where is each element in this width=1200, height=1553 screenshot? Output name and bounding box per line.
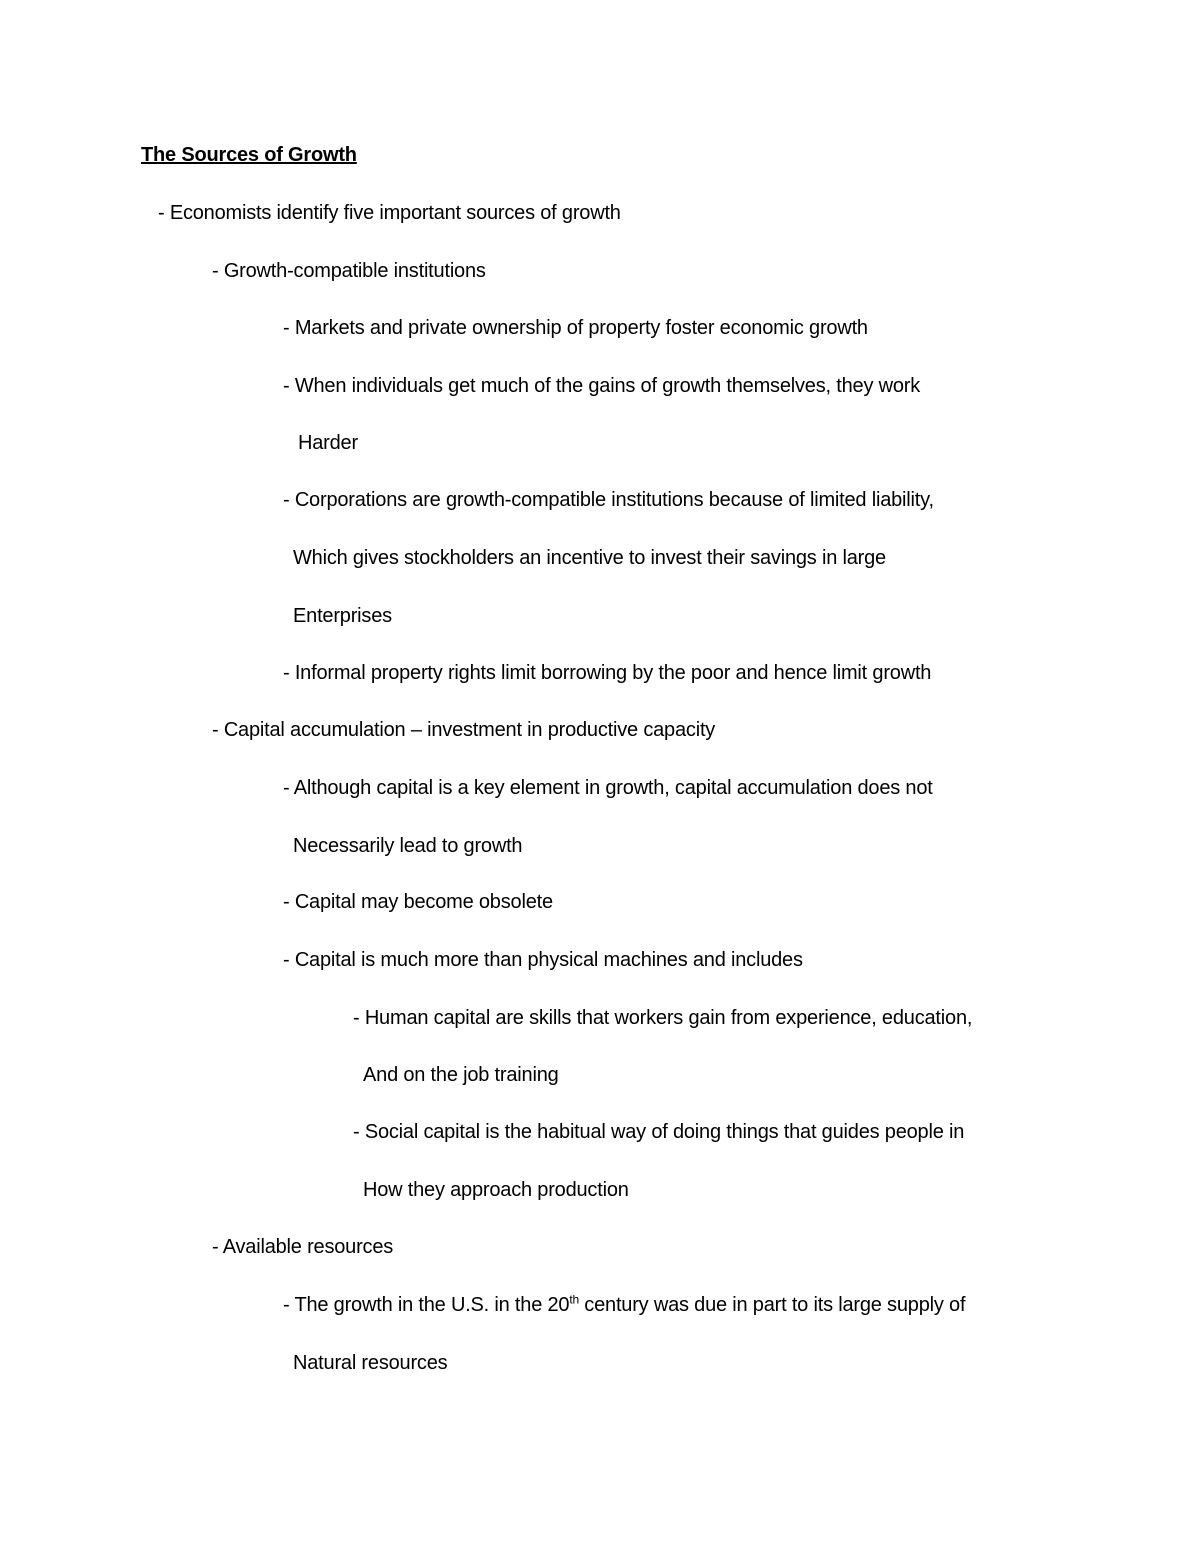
bullet-continuation: Natural resources [293,1352,448,1374]
bullet-level4: - Human capital are skills that workers gain from experience, education, [353,1007,973,1029]
bullet-level2: - Growth-compatible institutions [212,260,486,282]
bullet-level3: - Informal property rights limit borrowing by the poor and hence limit growth [283,662,932,684]
bullet-continuation: How they approach production [363,1179,629,1201]
bullet-continuation: Which gives stockholders an incentive to invest their savings in large [293,547,886,569]
bullet-level2: - Available resources [212,1236,394,1258]
bullet-level2: - Capital accumulation – investment in productive capacity [212,719,716,741]
bullet-level3: - Capital is much more than physical machines and includes [283,949,803,971]
superscript-ordinal: th [569,1292,579,1307]
bullet-level3 [283,1293,965,1317]
bullet-level1: - Economists identify five important sources of growth [158,202,621,224]
bullet-level3: - When individuals get much of the gains of growth themselves, they work [283,375,921,397]
text-segment: - The growth in the U.S. in the 20 [283,1294,570,1316]
bullet-continuation: And on the job training [363,1064,559,1086]
bullet-level3: - Corporations are growth-compatible institutions because of limited liability, [283,489,934,511]
bullet-continuation: Harder [298,432,358,454]
bullet-level4: - Social capital is the habitual way of doing things that guides people in [353,1121,965,1143]
text-segment: century was due in part to its large supply of [578,1294,966,1316]
bullet-continuation: Necessarily lead to growth [293,835,523,857]
bullet-continuation: Enterprises [293,605,392,627]
bullet-level3: - Capital may become obsolete [283,891,553,913]
bullet-level3: - Markets and private ownership of property foster economic growth [283,317,868,339]
document-title: The Sources of Growth [141,144,357,166]
bullet-level3: - Although capital is a key element in growth, capital accumulation does not [283,777,933,799]
